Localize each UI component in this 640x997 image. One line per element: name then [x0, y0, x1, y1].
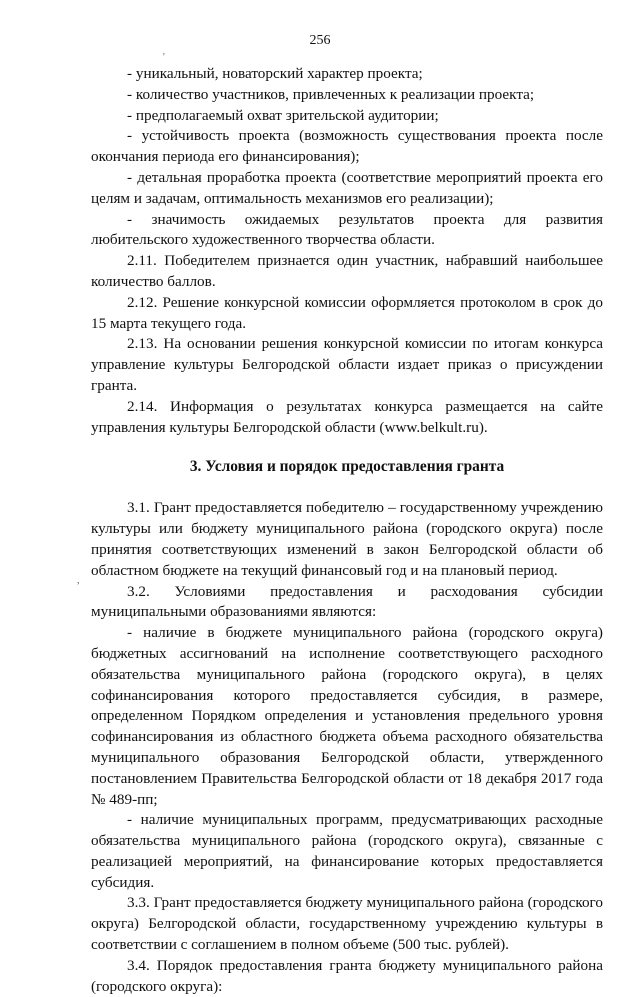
- clause-2-11: 2.11. Победителем признается один участник, набравший наибольшее количество баллов.: [91, 252, 603, 290]
- criteria-item: - детальная проработка проекта (соответствие мероприятий проекта его целям и задачам, оптимальность механизмов его реализации);: [91, 168, 603, 207]
- condition-item: - наличие в бюджете муниципального района (городского округа) бюджетных ассигнований на исполнение соответствующего расходного обязательства муниципального района (городского округа), в целях софинансирования которого предоставляется субсидия, в размере, определенном Порядком определения и установления предельного уровня софинансирования из областного бюджета объема расходного обязательства муниципального образования Белгородской области, утвержденного постановлением Правительства Белгородской области от 18 декабря 2017 года № 489-пп;: [91, 624, 603, 808]
- clause-3-2: 3.2. Условиями предоставления и расходования субсидии муниципальными образованиями являются:: [91, 582, 603, 621]
- page-number: 256: [309, 33, 331, 48]
- clause-2-14: 2.14. Информация о результатах конкурса размещается на сайте управления культуры Белгородской области (www.belkult.ru).: [91, 397, 603, 436]
- criteria-list: [91, 64, 603, 251]
- criteria-item: - уникальный, новаторский характер проекта;: [127, 65, 423, 82]
- criteria-item: - предполагаемый охват зрительской аудитории;: [127, 106, 439, 124]
- section-3-clauses: [91, 498, 603, 997]
- criteria-item: - значимость ожидаемых результатов проекта для развития любительского художественного творчества области.: [91, 210, 603, 249]
- section-2-clauses: [91, 251, 603, 438]
- document-body: [91, 64, 603, 997]
- scan-mark: ': [163, 52, 165, 63]
- scan-mark: ,: [77, 575, 80, 586]
- clause-2-12: 2.12. Решение конкурсной комиссии оформляется протоколом в срок до 15 марта текущего года.: [91, 293, 603, 332]
- clause-3-1: 3.1. Грант предоставляется победителю – государственному учреждению культуры или бюджету муниципального района (городского округа) после принятия соответствующих изменений в закон Белгородской области об областном бюджете на текущий финансовый год и на плановый период.: [91, 499, 603, 579]
- criteria-item: - устойчивость проекта (возможность существования проекта после окончания периода его финансирования);: [91, 127, 603, 166]
- section-3-heading: 3. Условия и порядок предоставления гранта: [189, 458, 505, 476]
- clause-3-4: 3.4. Порядок предоставления гранта бюджету муниципального района (городского округа):: [91, 956, 603, 995]
- condition-item: - наличие муниципальных программ, предусматривающих расходные обязательства муниципального района (городского округа), связанные с реализацией мероприятий, на финансирование которых предоставляется субсидия.: [91, 811, 603, 891]
- clause-2-13: 2.13. На основании решения конкурсной комиссии по итогам конкурса управление культуры Белгородской области издает приказ о присуждении гранта.: [91, 335, 603, 394]
- criteria-item: - количество участников, привлеченных к реализации проекта;: [127, 85, 535, 103]
- clause-3-3: 3.3. Грант предоставляется бюджету муниципального района (городского округа) Белгородской области, государственному учреждению культуры в соответствии с соглашением в полном объеме (500 тыс. рублей).: [91, 894, 603, 954]
